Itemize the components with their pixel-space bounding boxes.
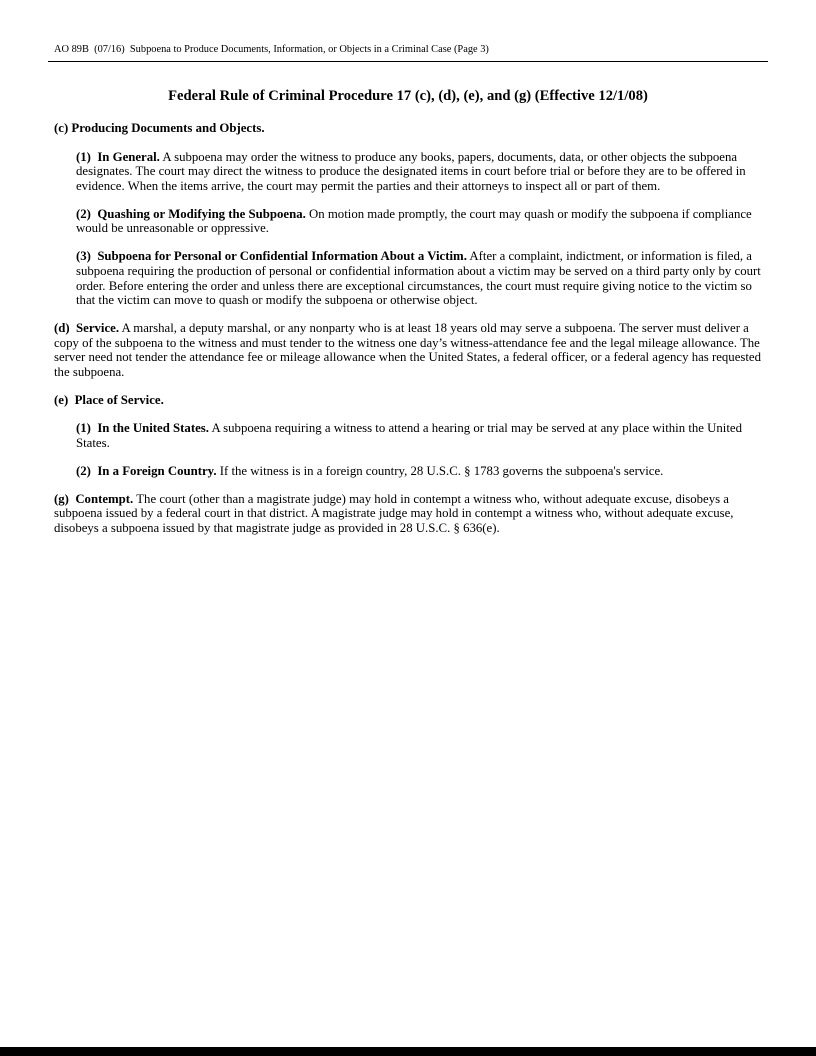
paragraph-c3 [76, 249, 762, 307]
section-e-label: (e) Place of Service. [54, 393, 164, 408]
paragraph-d-text: A marshal, a deputy marshal, or any nonparty who is at least 18 years old may serve a subpoena. The server must deliver a copy of the subpoena to the witness and must tender to the witness one day’s witness-attendance fee and the legal mileage allowance. The server need not tender the attendance fee or mileage allowance when the United States, a federal officer, or a federal agency has requested the subpoena. [54, 321, 761, 379]
paragraph-d-label: (d) Service. [54, 321, 120, 336]
section-c-heading [54, 121, 762, 136]
paragraph-c2 [76, 207, 762, 236]
page-header [54, 44, 762, 62]
header-rule-divider [48, 61, 768, 62]
paragraph-c3-label: (3) Subpoena for Personal or Confidential Information About a Victim. [76, 249, 467, 264]
paragraph-c1-text: A subpoena may order the witness to produce any books, papers, documents, data, or other objects the subpoena designates. The court may direct the witness to produce the designated items in court before trial or before they are to be offered in evidence. When the items arrive, the court may permit the parties and their attorneys to inspect all or part of them. [76, 149, 746, 193]
bottom-black-bar [0, 1047, 816, 1056]
paragraph-e2-text: If the witness is in a foreign country, 28 U.S.C. § 1783 governs the subpoena's service. [216, 463, 664, 478]
paragraph-e1-text: A subpoena requiring a witness to attend a hearing or trial may be served at any place within the United States. [76, 421, 742, 450]
form-header-line: AO 89B (07/16) Subpoena to Produce Documents, Information, or Objects in a Criminal Case (Page 3) [54, 44, 489, 55]
paragraph-g-label: (g) Contempt. [54, 491, 134, 506]
paragraph-g [54, 492, 762, 536]
section-e-heading [54, 393, 762, 408]
paragraph-e1 [76, 421, 762, 450]
paragraph-e1-label: (1) In the United States. [76, 421, 209, 436]
paragraph-c2-label: (2) Quashing or Modifying the Subpoena. [76, 206, 306, 221]
paragraph-c3-text: After a complaint, indictment, or information is filed, a subpoena requiring the production of personal or confidential information about a victim may be served on a third party only by court order. Before entering the order and unless there are exceptional circumstances, the court must require giving notice to the victim so that the victim can move to quash or modify the subpoena or otherwise object. [76, 249, 761, 308]
paragraph-e2 [76, 464, 762, 479]
paragraph-g-text: The court (other than a magistrate judge) may hold in contempt a witness who, without adequate excuse, disobeys a subpoena issued by a federal court in that district. A magistrate judge may hold in contempt a witness who, without adequate excuse, disobeys a subpoena issued by that magistrate judge as provided in 28 U.S.C. § 636(e). [54, 491, 734, 536]
section-c-label: (c) Producing Documents and Objects. [54, 121, 265, 136]
paragraph-c1-label: (1) In General. [76, 149, 160, 164]
paragraph-d [54, 321, 762, 379]
paragraph-c1 [76, 150, 762, 194]
paragraph-c2-text: On motion made promptly, the court may quash or modify the subpoena if compliance would be unreasonable or oppressive. [76, 206, 752, 236]
page-title: Federal Rule of Criminal Procedure 17 (c), (d), (e), and (g) (Effective 12/1/08) [168, 87, 648, 104]
paragraph-e2-label: (2) In a Foreign Country. [76, 463, 217, 478]
